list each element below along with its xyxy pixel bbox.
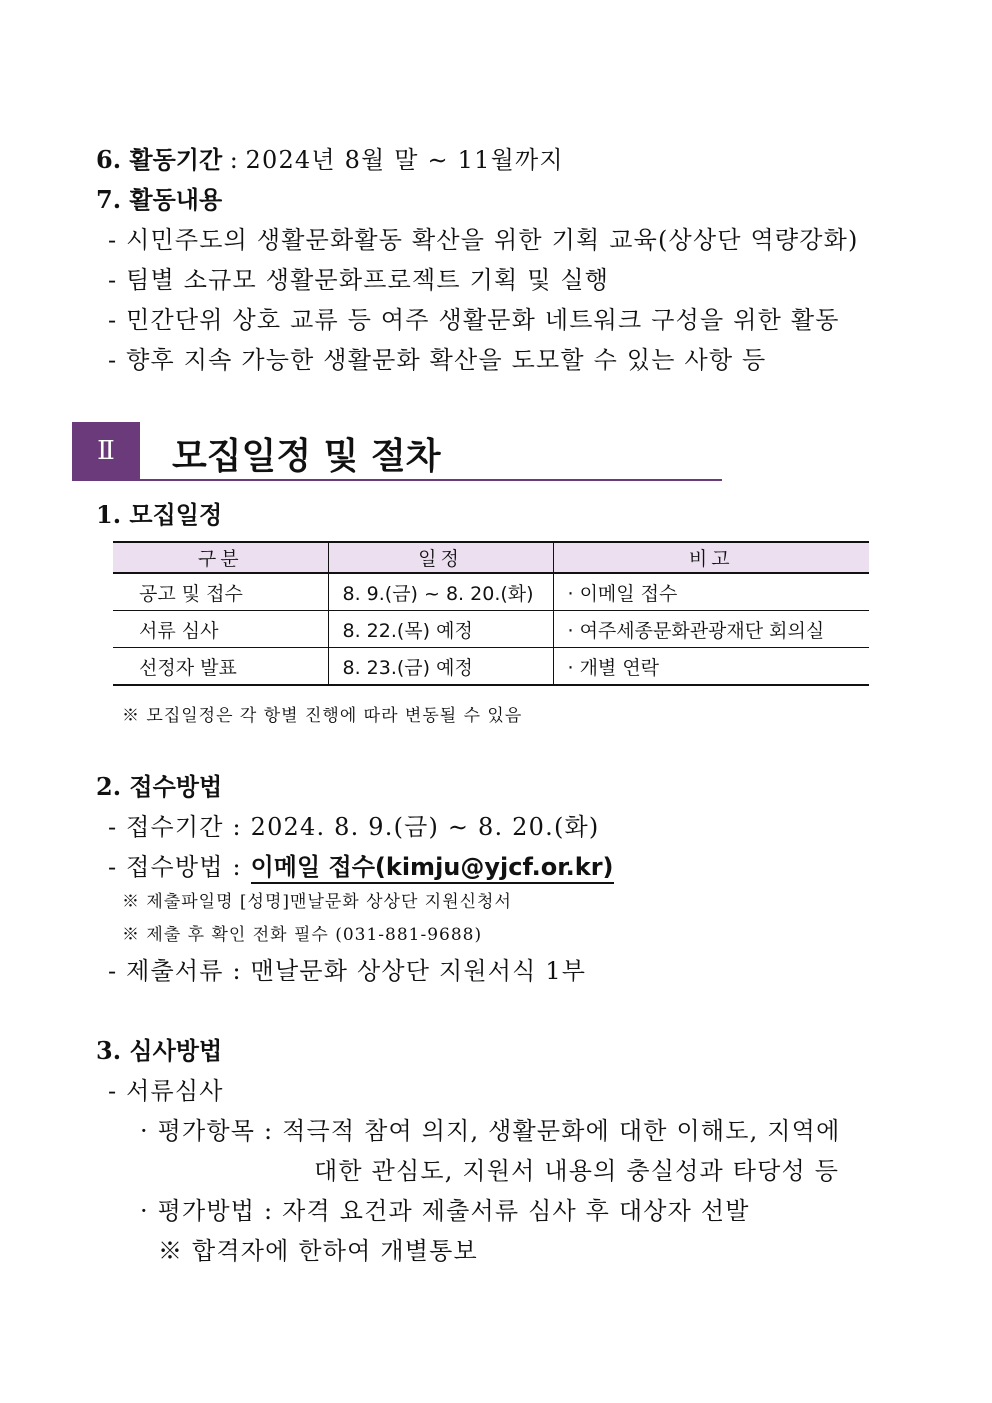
- table-header-row: [113, 542, 869, 573]
- section-title: 모집일정 및 절차: [172, 436, 441, 477]
- activity-period-value: 2024년 8월 말 ∼ 11월까지: [245, 146, 564, 174]
- schedule-table: [113, 541, 869, 686]
- activity-period-sep: :: [222, 146, 246, 174]
- table-cell: · 여주세종문화관광재단 회의실: [553, 611, 869, 648]
- table-cell: 8. 22.(목) 예정: [328, 611, 553, 648]
- table-cell: · 이메일 접수: [553, 573, 869, 611]
- activity-period-line: [96, 140, 564, 175]
- evaluation-items-line: [140, 1111, 840, 1146]
- table-cell: · 개별 연락: [553, 648, 869, 686]
- activity-item: - 시민주도의 생활문화활동 확산을 위한 기획 교육(상상단 역량강화): [108, 226, 859, 254]
- table-cell: 서류 심사: [113, 611, 328, 648]
- review-heading: 3. 심사방법: [96, 1036, 223, 1065]
- reception-email[interactable]: 이메일 접수(kimju@yjcf.or.kr): [251, 853, 614, 884]
- review-sub: - 서류심사: [108, 1077, 224, 1105]
- evaluation-method-line: · 평가방법 : 자격 요건과 제출서류 심사 후 대상자 선발: [140, 1197, 750, 1225]
- activity-item: - 향후 지속 가능한 생활문화 확산을 도모할 수 있는 사항 등: [108, 346, 767, 374]
- pass-notice: ※ 합격자에 한하여 개별통보: [158, 1237, 478, 1265]
- table-cell: 8. 9.(금) ~ 8. 20.(화): [328, 573, 553, 611]
- schedule-note: ※ 모집일정은 각 항별 진행에 따라 변동될 수 있음: [122, 706, 523, 726]
- reception-method-label: - 접수방법 :: [108, 853, 251, 881]
- activity-item: - 민간단위 상호 교류 등 여주 생활문화 네트워크 구성을 위한 활동: [108, 306, 840, 334]
- activity-item: - 팀별 소규모 생활문화프로젝트 기획 및 실행: [108, 266, 610, 294]
- filename-note: ※ 제출파일명 [성명]맨날문화 상상단 지원신청서: [122, 892, 512, 912]
- section-number-badge: Ⅱ: [72, 422, 140, 480]
- activity-content-heading: 7. 활동내용: [96, 185, 223, 214]
- table-row: [113, 611, 869, 648]
- evaluation-items-text: 적극적 참여 의지, 생활문화에 대한 이해도, 지역에: [282, 1117, 841, 1145]
- table-row: [113, 573, 869, 611]
- evaluation-items-continued: 대한 관심도, 지원서 내용의 충실성과 타당성 등: [314, 1157, 840, 1185]
- table-cell: 8. 23.(금) 예정: [328, 648, 553, 686]
- reception-period: - 접수기간 : 2024. 8. 9.(금) ∼ 8. 20.(화): [108, 813, 600, 841]
- column-header: 비고: [553, 542, 869, 573]
- reception-method-line: [108, 847, 614, 882]
- documents-line: - 제출서류 : 맨날문화 상상단 지원서식 1부: [108, 957, 587, 985]
- column-header: 일정: [328, 542, 553, 573]
- activity-period-heading: 6. 활동기간: [96, 145, 223, 174]
- table-cell: 선정자 발표: [113, 648, 328, 686]
- column-header: 구분: [113, 542, 328, 573]
- schedule-heading: 1. 모집일정: [96, 500, 223, 529]
- table-cell: 공고 및 접수: [113, 573, 328, 611]
- table-row: [113, 648, 869, 686]
- reception-heading: 2. 접수방법: [96, 772, 223, 801]
- evaluation-items-label: · 평가항목 :: [140, 1117, 283, 1145]
- phone-note: ※ 제출 후 확인 전화 필수 (031-881-9688): [122, 925, 483, 945]
- section-divider: [72, 479, 722, 481]
